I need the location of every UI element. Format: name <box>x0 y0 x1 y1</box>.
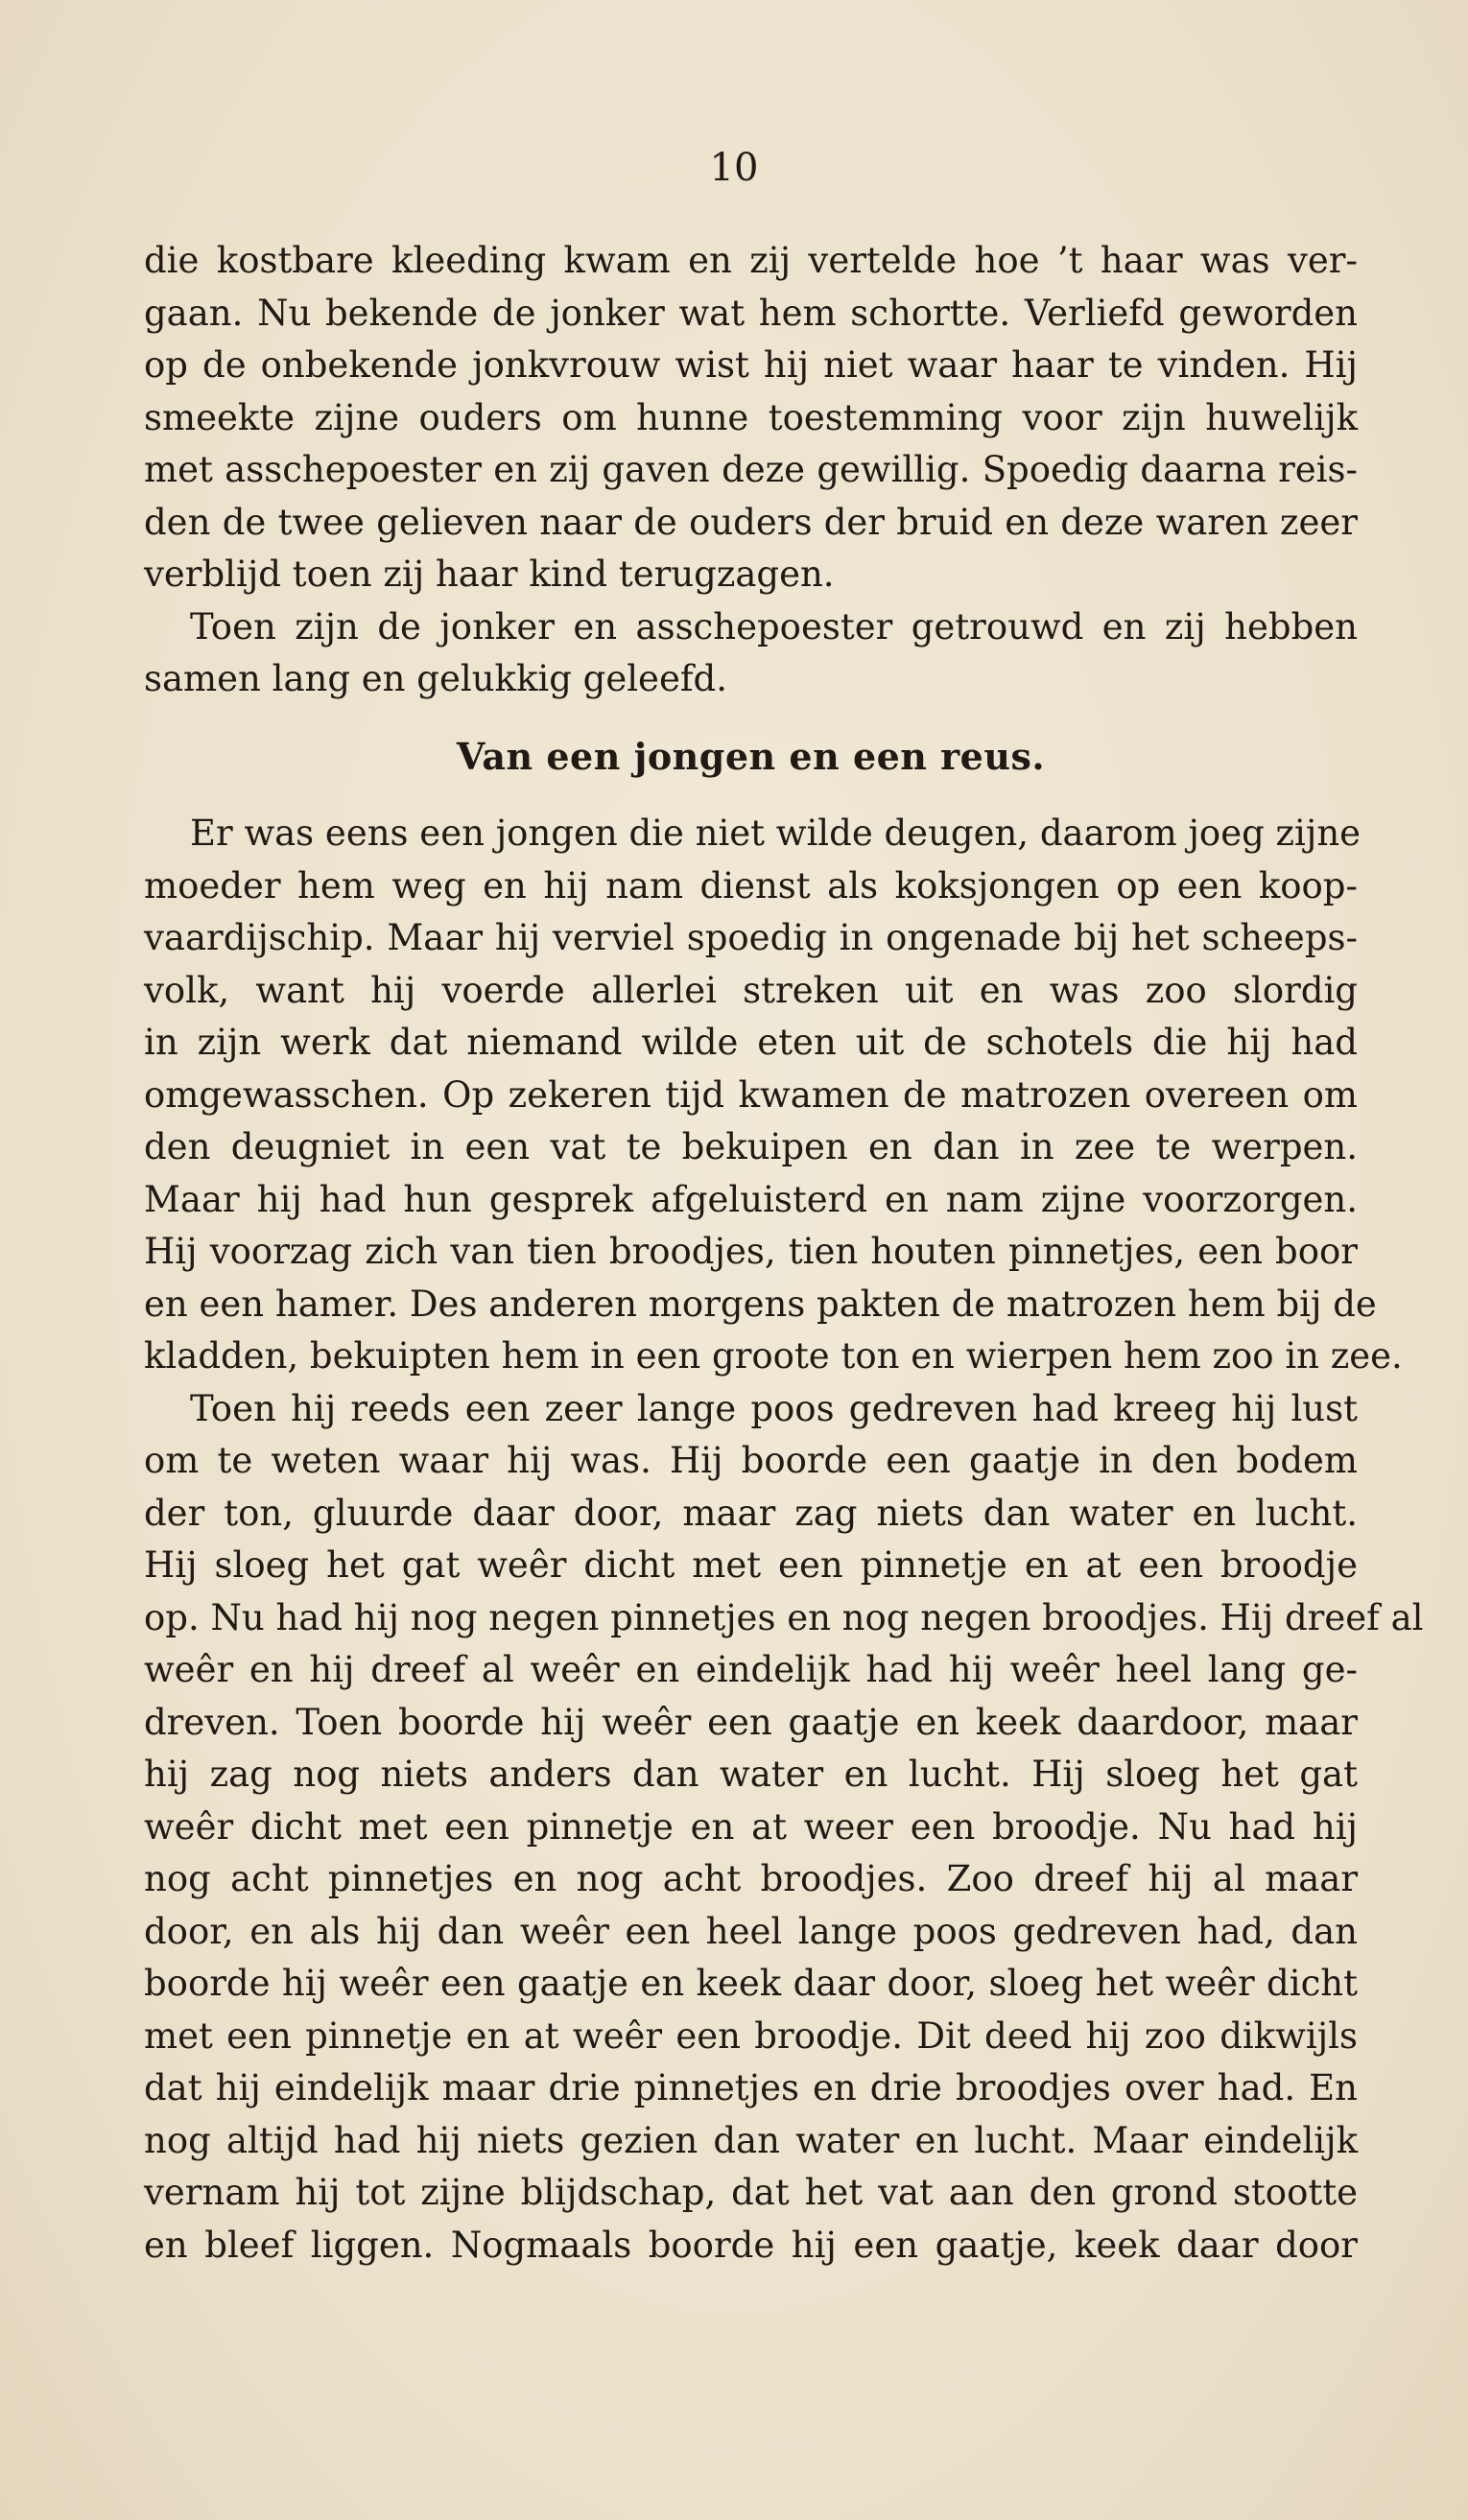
paragraph <box>144 601 1358 706</box>
text-line: samen lang en gelukkig geleefd. <box>144 658 727 699</box>
text-line: moeder hem weg en hij nam dienst als koksjongen op een koop- <box>144 864 1358 907</box>
text-line: hij zag nog niets anders dan water en lucht. Hij sloeg het gat <box>144 1754 1358 1795</box>
page-text <box>144 235 1424 2272</box>
text-line: gaan. Nu bekende de jonker wat hem schortte. Verliefd geworden <box>144 292 1358 334</box>
text-line: en een hamer. Des anderen morgens pakten de matrozen hem bij de <box>144 1283 1377 1325</box>
previous-story-ending <box>144 235 1358 706</box>
text-line: nog altijd had hij niets gezien dan water en lucht. Maar eindelijk <box>144 2119 1358 2161</box>
page-number: 10 <box>709 146 759 190</box>
text-line: in zijn werk dat niemand wilde eten uit de schotels die hij had <box>144 1022 1358 1063</box>
text-line: dat hij eindelijk maar drie pinnetjes en drie broodjes over had. En <box>144 2067 1358 2108</box>
text-line: Toen hij reeds een zeer lange poos gedreven had kreeg hij lust <box>190 1387 1358 1429</box>
text-line: verblijd toen zij haar kind terugzagen. <box>144 553 835 595</box>
text-line: en bleef liggen. Nogmaals boorde hij een gaatje, keek daar door <box>144 2224 1358 2266</box>
text-line: kladden, bekuipten hem in een groote ton en wierpen hem zoo in zee. <box>144 1335 1403 1377</box>
text-line: Maar hij had hun gesprek afgeluisterd en nam zijne voorzorgen. <box>144 1178 1358 1220</box>
text-line: weêr en hij dreef al weêr en eindelijk had hij weêr heel lang ge- <box>144 1649 1358 1690</box>
text-line: met een pinnetje en at weêr een broodje. Dit deed hij zoo dikwijls <box>144 2014 1358 2057</box>
paragraph <box>144 808 1403 1383</box>
text-line: weêr dicht met een pinnetje en at weer een broodje. Nu had hij <box>144 1805 1358 1848</box>
text-line: om te weten waar hij was. Hij boorde een gaatje in den bodem <box>144 1440 1358 1481</box>
paragraph <box>144 1383 1424 2273</box>
text-line: Er was eens een jongen die niet wilde deugen, daarom joeg zijne <box>190 813 1361 854</box>
text-line: den deugniet in een vat te bekuipen en dan in zee te werpen. <box>144 1126 1358 1167</box>
text-line: dreven. Toen boorde hij weêr een gaatje en keek daardoor, maar <box>144 1701 1358 1743</box>
text-line: met asschepoester en zij gaven deze gewillig. Spoedig daarna reis- <box>144 449 1358 490</box>
text-line: volk, want hij voerde allerlei streken uit en was zoo slordig <box>144 969 1358 1011</box>
text-line: nog acht pinnetjes en nog acht broodjes. Zoo dreef hij al maar <box>144 1858 1358 1899</box>
text-line: boorde hij weêr een gaatje en keek daar door, sloeg het weêr dicht <box>144 1963 1358 2004</box>
text-line: op de onbekende jonkvrouw wist hij niet waar haar te vinden. Hij <box>144 344 1358 386</box>
text-line: Hij sloeg het gat weêr dicht met een pinnetje en at een broodje <box>144 1544 1358 1586</box>
text-line: vernam hij tot zijne blijdschap, dat het vat aan den grond stootte <box>144 2172 1358 2213</box>
text-line: omgewasschen. Op zekeren tijd kwamen de matrozen overeen om <box>144 1073 1358 1116</box>
text-line: der ton, gluurde daar door, maar zag niets dan water en lucht. <box>144 1492 1358 1534</box>
story-title: Van een jongen en een reus. <box>456 734 1046 778</box>
text-line: vaardijschip. Maar hij verviel spoedig in ongenade bij het scheeps- <box>144 917 1358 958</box>
text-line: die kostbare kleeding kwam en zij vertelde hoe ’t haar was ver- <box>144 240 1358 281</box>
story-body <box>144 808 1424 2272</box>
paragraph <box>144 235 1358 601</box>
text-line: door, en als hij dan weêr een heel lange poos gedreven had, dan <box>144 1910 1358 1952</box>
text-line: smeekte zijne ouders om hunne toestemming voor zijn huwelijk <box>144 396 1358 438</box>
text-line: op. Nu had hij nog negen pinnetjes en nog negen broodjes. Hij dreef al <box>144 1596 1424 1638</box>
text-line: den de twee gelieven naar de ouders der bruid en deze waren zeer <box>144 501 1358 543</box>
text-line: Toen zijn de jonker en asschepoester getrouwd en zij hebben <box>190 605 1358 648</box>
text-line: Hij voorzag zich van tien broodjes, tien houten pinnetjes, een boor <box>144 1231 1358 1272</box>
